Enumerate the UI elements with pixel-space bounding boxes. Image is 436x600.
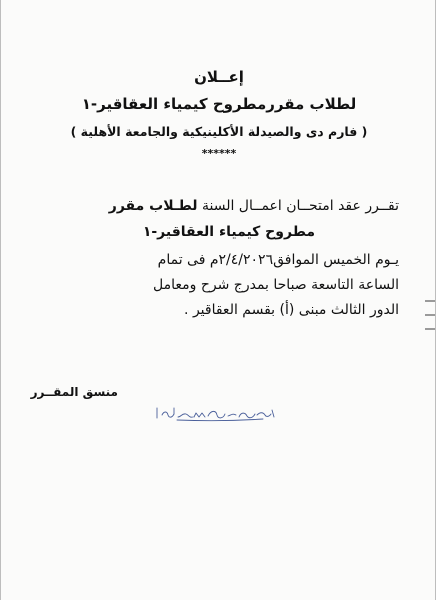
page-edge-mark	[425, 328, 435, 330]
body-line-4: الساعة التاسعة صباحا بمدرج شرح ومعامل	[153, 277, 399, 293]
announcement-title: إعــلان	[194, 68, 244, 86]
body-line-3: يـوم الخميس الموافق٢/٤/٢٠٢٦م فى تمام	[157, 252, 399, 268]
body-line-1-bold: لطـلاب مقرر	[108, 198, 198, 214]
body-line-2: مطروح كيمياء العقاقير-١	[142, 224, 315, 240]
body-line-1-text: تقــرر عقد امتحــان اعمــال السنة	[197, 198, 399, 214]
body-line-5: الدور الثالث مبنى (أ) بقسم العقاقير .	[184, 302, 399, 318]
separator-stars: ******	[201, 147, 237, 160]
course-subtitle: لطلاب مقررمطروح كيمياء العقاقير-١	[81, 95, 357, 113]
page-edge-mark	[425, 300, 435, 302]
programs-note: ( فارم دى والصيدلة الأكلينيكية والجامعة الأهلية )	[70, 124, 368, 139]
handwritten-signature	[153, 402, 283, 424]
body-line-1	[109, 198, 399, 214]
coordinator-label: منسق المقــرر	[30, 385, 118, 399]
page-edge-mark	[425, 314, 435, 316]
